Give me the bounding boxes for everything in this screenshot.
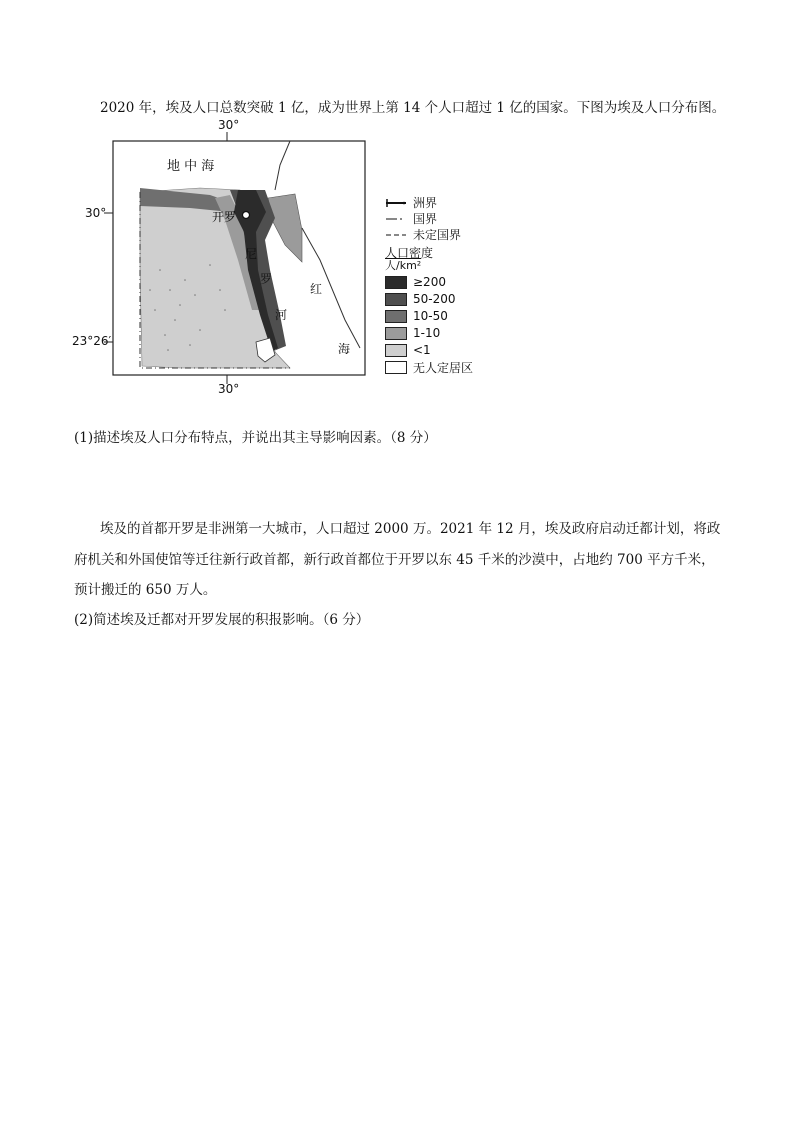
legend-class-ge200	[385, 274, 446, 290]
legend-class-uninhabited	[385, 359, 473, 375]
lat-30-label: 30°	[85, 206, 107, 220]
red-sea-label-2: 海	[338, 342, 351, 356]
cairo-label: 开罗	[212, 210, 237, 224]
swatch-ge200	[385, 276, 407, 289]
swatch-uninhabited	[385, 361, 407, 374]
paragraph-2-line-1: 埃及的首都开罗是非洲第一大城市，人口超过 2000 万。2021 年 12 月，埃及政府启动迁都计划，将政	[100, 521, 721, 537]
lat-tropic-label: 23°26′	[72, 334, 112, 348]
swatch-50-200	[385, 293, 407, 306]
legend-class-label: 无人定居区	[413, 360, 474, 375]
undetermined-border-icon	[385, 228, 407, 241]
legend-undetermined-border	[385, 226, 461, 242]
national-border-icon	[385, 212, 407, 225]
continent-border-icon	[385, 196, 407, 209]
legend-national-border-label: 国界	[413, 211, 438, 226]
legend-continent-border	[385, 194, 437, 210]
map-legend	[385, 194, 495, 379]
legend-class-1-10	[385, 325, 440, 341]
legend-national-border	[385, 210, 437, 226]
swatch-lt1	[385, 344, 407, 357]
cairo-marker	[243, 212, 250, 219]
swatch-10-50	[385, 310, 407, 323]
legend-class-label: 1-10	[413, 326, 441, 340]
red-sea-label-1: 红	[310, 282, 323, 296]
intro-paragraph: 2020 年，埃及人口总数突破 1 亿，成为世界上第 14 个人口超过 1 亿的国家。下图为埃及人口分布图。	[100, 100, 726, 116]
lon-bottom-label: 30°	[218, 382, 240, 396]
legend-class-label: 10-50	[413, 309, 448, 323]
nile-label-1: 尼	[245, 247, 258, 261]
legend-class-10-50	[385, 308, 448, 324]
paragraph-2-line-3: 预计搬迁的 650 万人。	[74, 582, 217, 598]
swatch-1-10	[385, 327, 407, 340]
legend-density-title: 人口密度	[385, 246, 434, 260]
legend-continent-border-label: 洲界	[413, 195, 438, 210]
question-1: (1)描述埃及人口分布特点，并说出其主导影响因素。（8 分）	[74, 430, 437, 446]
nile-label-3: 河	[275, 308, 288, 322]
legend-density-unit: 人/km²	[385, 259, 422, 272]
legend-class-50-200	[385, 291, 456, 307]
lon-top-label: 30°	[218, 118, 240, 132]
legend-class-label: ≥200	[413, 275, 446, 289]
legend-class-label: 50-200	[413, 292, 456, 306]
legend-undetermined-border-label: 未定国界	[413, 227, 462, 242]
legend-class-lt1	[385, 342, 431, 358]
legend-class-label: <1	[413, 343, 431, 357]
mediterranean-label: 地 中 海	[167, 159, 215, 174]
nile-label-2: 罗	[260, 272, 273, 286]
paragraph-2-line-2: 府机关和外国使馆等迁往新行政首都，新行政首都位于开罗以东 45 千米的沙漠中，占地约 700 平方千米，	[74, 552, 715, 568]
question-2: (2)简述埃及迁都对开罗发展的积报影响。（6 分）	[74, 612, 370, 628]
